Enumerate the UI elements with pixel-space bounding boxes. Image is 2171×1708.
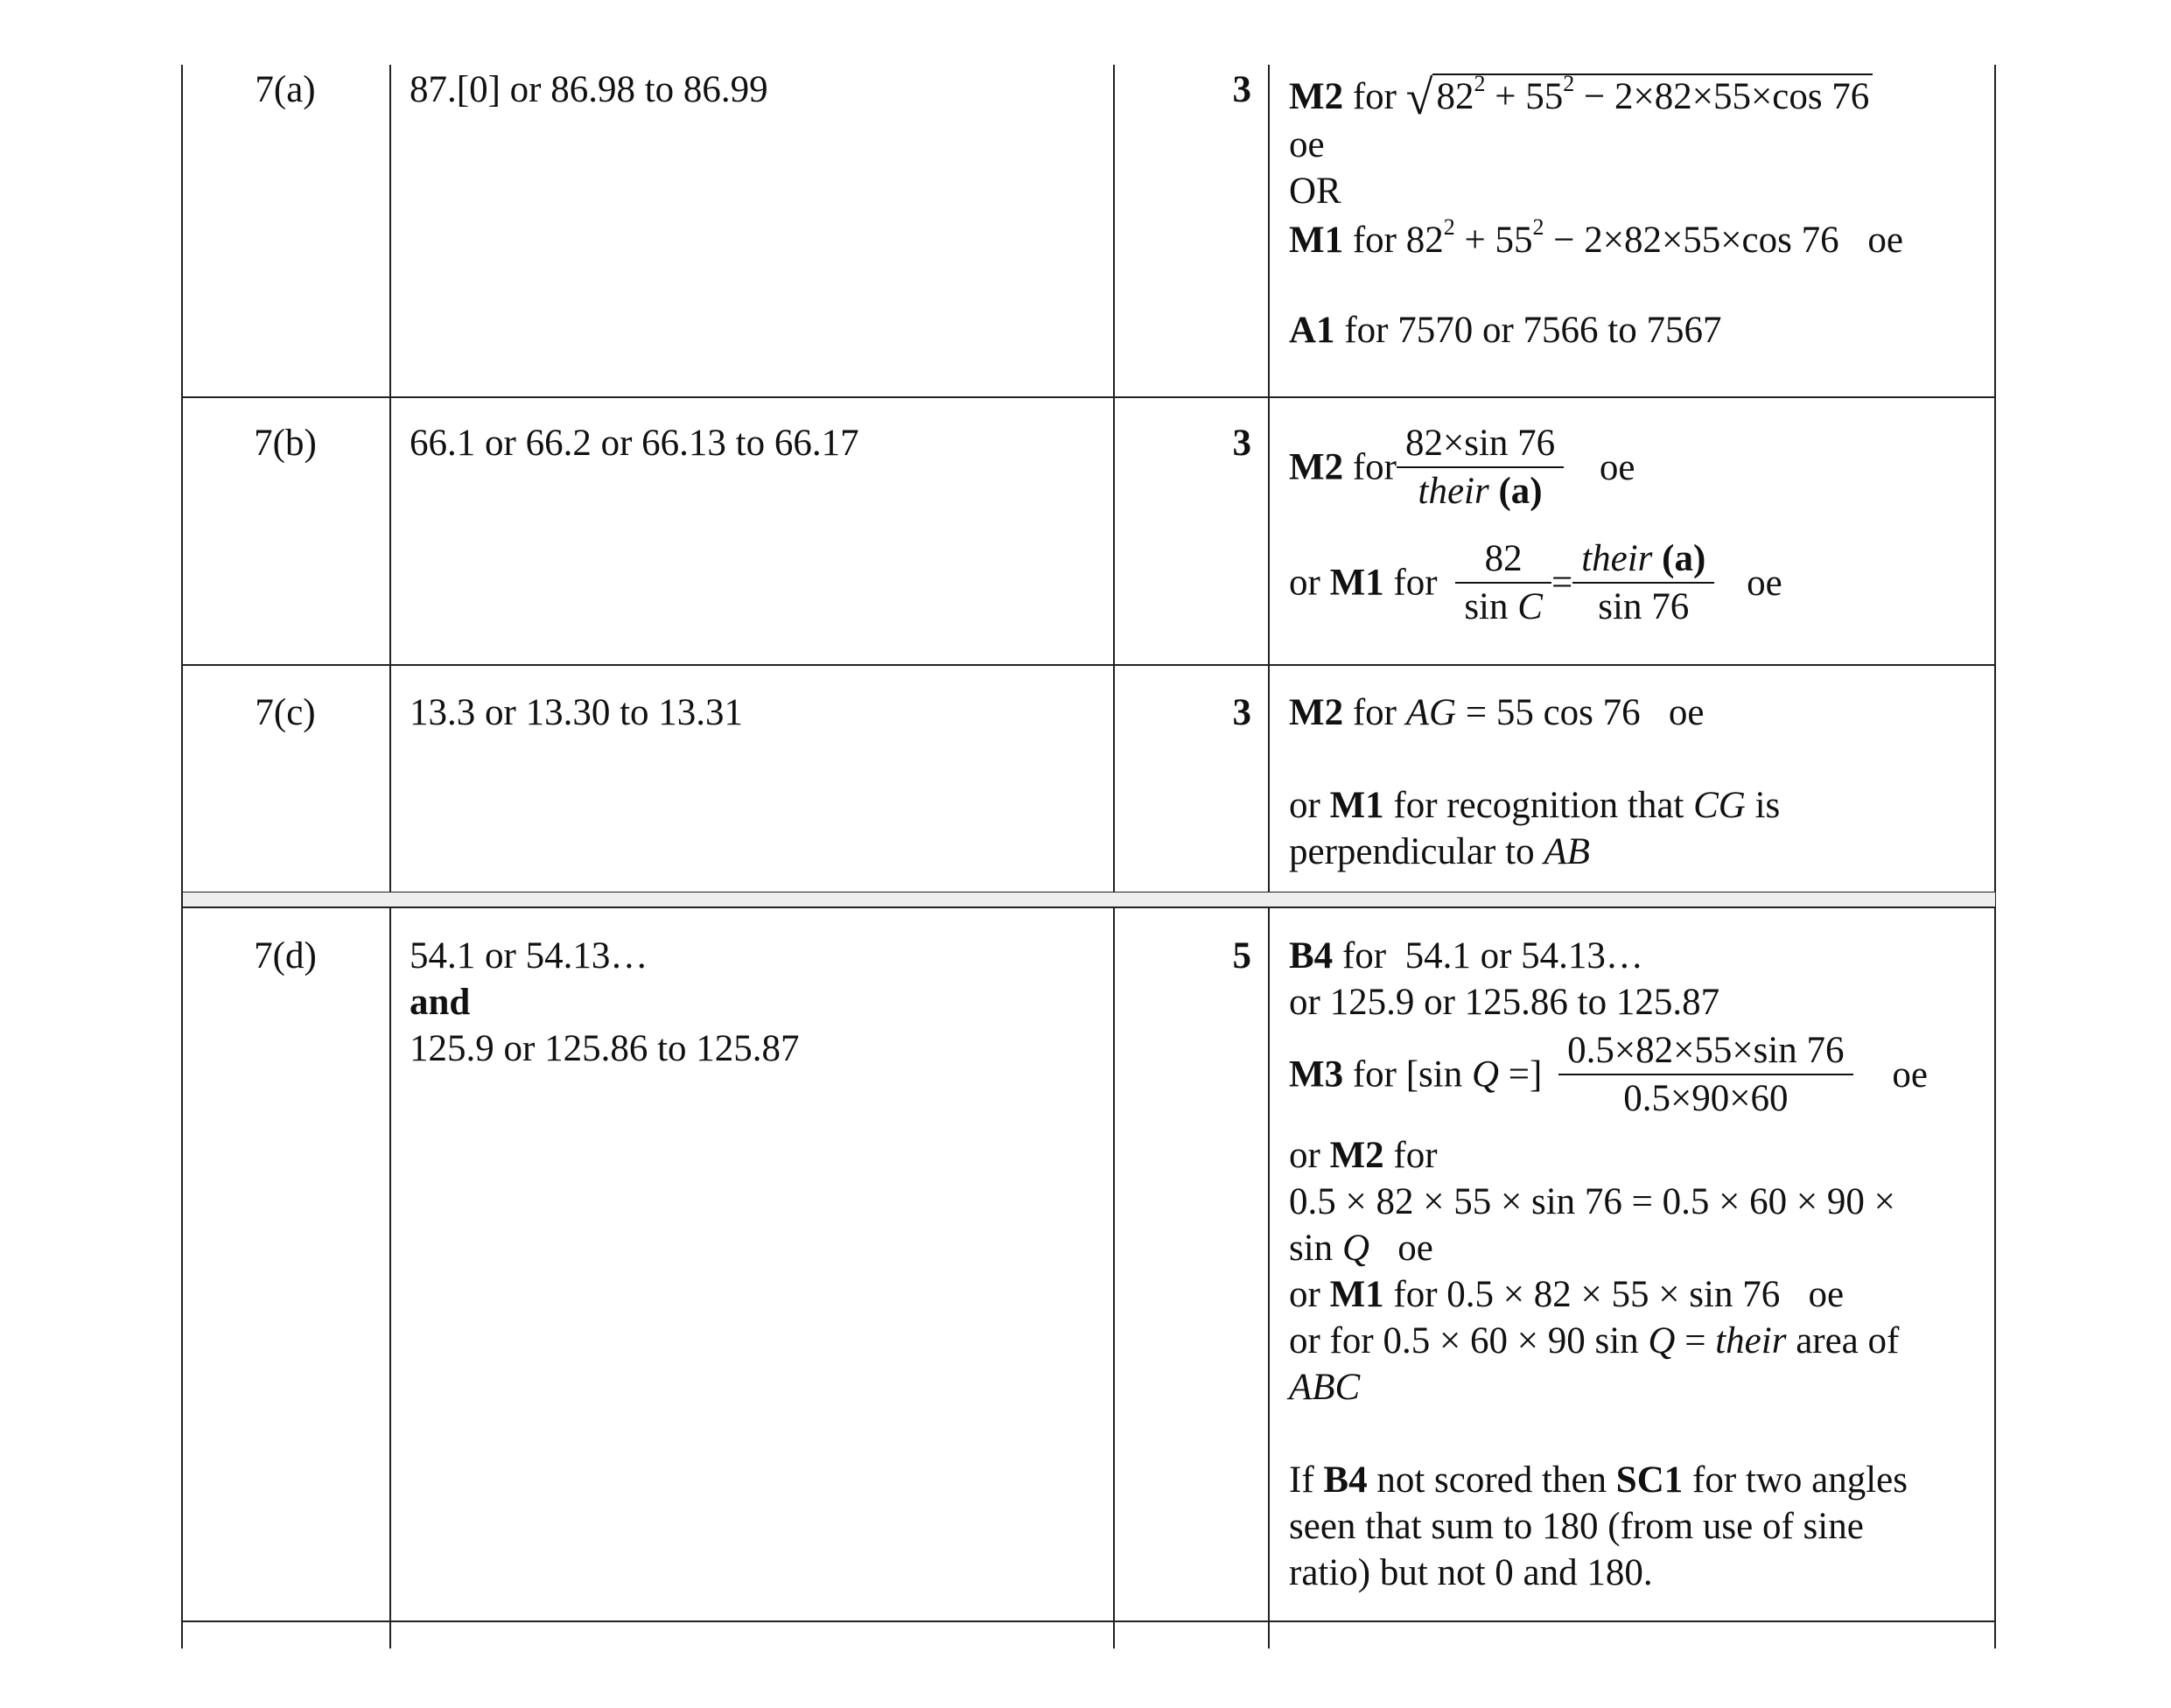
variable: Q	[1648, 1320, 1676, 1362]
guidance-text: area of	[1786, 1320, 1900, 1362]
their-text: their	[1418, 471, 1489, 512]
guidance-line	[1289, 1318, 1989, 1364]
term: − 2×82×55×cos 76	[1574, 76, 1870, 117]
fraction-denominator: 0.5×90×60	[1558, 1074, 1852, 1122]
column-divider-2	[1113, 65, 1115, 1648]
guidance-text: for	[1352, 76, 1397, 117]
mark-code: A1	[1289, 310, 1335, 351]
guidance-text: oe	[1867, 220, 1903, 261]
guidance-text: is	[1745, 785, 1781, 826]
guidance-cell	[1289, 690, 1989, 875]
part-reference: (a)	[1662, 538, 1706, 579]
guidance-text: = 55 cos 76 oe	[1456, 692, 1705, 733]
mark-code: M2	[1289, 692, 1344, 733]
exponent: 2	[1532, 214, 1544, 240]
variable: Q	[1341, 1228, 1369, 1269]
table-border-left	[181, 65, 183, 1648]
variable: AG	[1405, 692, 1457, 733]
equals-sign: =	[1551, 562, 1573, 604]
variable: CG	[1693, 785, 1746, 826]
guidance-line	[1289, 420, 1989, 525]
answer-cell	[410, 933, 1110, 1072]
fraction-numerator: 82×sin 76	[1404, 423, 1556, 464]
guidance-line	[1289, 1457, 1989, 1503]
answer-text: 87.[0] or 86.98 to 86.99	[410, 69, 768, 110]
guidance-line	[1289, 1225, 1989, 1271]
answer-text: 13.3 or 13.30 to 13.31	[410, 692, 744, 733]
mark-code: M1	[1329, 1274, 1384, 1315]
guidance-line: ratio) but not 0 and 180.	[1289, 1552, 1653, 1593]
guidance-line	[1289, 1271, 1989, 1318]
fraction-denominator	[1455, 582, 1551, 630]
mark-code: B4	[1289, 935, 1334, 976]
guidance-line	[1289, 1132, 1989, 1179]
guidance-text: or	[1289, 562, 1320, 604]
guidance-line	[1289, 214, 1989, 263]
radicand	[1432, 71, 1873, 119]
guidance-line	[1289, 933, 1989, 979]
guidance-text: oe	[1369, 1228, 1433, 1269]
mark-code: M3	[1289, 1054, 1344, 1096]
marks-value: 3	[1232, 69, 1251, 110]
guidance-text: for	[1393, 562, 1438, 604]
guidance-text: =	[1675, 1320, 1716, 1362]
guidance-text: If	[1289, 1460, 1324, 1501]
variable: Q	[1471, 1054, 1500, 1096]
mark-code: SC1	[1615, 1460, 1684, 1501]
question-number: 7(b)	[254, 423, 317, 464]
marks-value: 3	[1232, 692, 1251, 733]
mark-code: M1	[1289, 220, 1344, 261]
guidance-text: perpendicular to	[1289, 831, 1544, 872]
table-border-right	[1994, 65, 1996, 1648]
term: 82	[1405, 220, 1444, 261]
guidance-cell	[1289, 420, 1989, 630]
guidance-text: for	[1343, 692, 1406, 733]
guidance-text: or for 0.5 × 60 × 90 sin	[1289, 1320, 1649, 1362]
part-reference: (a)	[1498, 471, 1543, 512]
guidance-text: for	[1352, 446, 1397, 488]
marks-value: 5	[1232, 935, 1251, 976]
guidance-line	[1289, 690, 1989, 736]
guidance-text: for	[1352, 220, 1397, 261]
their-text: their	[1581, 538, 1653, 579]
mark-code: M2	[1289, 76, 1344, 117]
guidance-text: for [sin	[1343, 1054, 1472, 1096]
guidance-line	[1289, 536, 1989, 630]
fraction-denominator	[1397, 466, 1564, 514]
row-divider	[182, 396, 1996, 398]
answer-text: 66.1 or 66.2 or 66.13 to 66.17	[410, 423, 859, 464]
guidance-text: or	[1289, 1274, 1330, 1315]
marks-value: 3	[1232, 423, 1251, 464]
guidance-line: OR	[1289, 171, 1341, 212]
guidance-line	[1289, 782, 1989, 829]
guidance-text: for 7570 or 7566 to 7567	[1334, 310, 1722, 351]
term: sin	[1464, 586, 1509, 627]
fraction	[1455, 536, 1551, 630]
term: − 2×82×55×cos 76	[1544, 220, 1839, 261]
fraction	[1558, 1027, 1852, 1122]
mark-code: M2	[1289, 446, 1344, 488]
guidance-text: for 0.5 × 82 × 55 × sin 76 oe	[1383, 1274, 1845, 1315]
row-gap-band	[183, 892, 1995, 906]
fraction	[1397, 420, 1564, 514]
answer-connector	[410, 979, 1110, 1026]
fraction	[1572, 536, 1714, 630]
guidance-text: oe	[1599, 446, 1635, 488]
term: + 55	[1485, 76, 1564, 117]
guidance-text: for two angles	[1683, 1460, 1908, 1501]
guidance-line: or 125.9 or 125.86 to 125.87	[1289, 982, 1720, 1023]
guidance-line	[1289, 829, 1989, 875]
exponent: 2	[1474, 71, 1486, 96]
their-text: their	[1715, 1320, 1787, 1362]
row-divider	[182, 906, 1996, 908]
guidance-text: =]	[1499, 1054, 1543, 1096]
guidance-cell	[1289, 71, 1989, 354]
and-text: and	[410, 982, 471, 1023]
term: C	[1517, 586, 1543, 627]
guidance-text: oe	[1747, 562, 1782, 604]
column-divider-3	[1268, 65, 1270, 1648]
radical-sign: √	[1405, 71, 1433, 125]
guidance-text: sin	[1289, 1228, 1342, 1269]
mark-code: B4	[1323, 1460, 1368, 1501]
fraction-numerator: 82	[1484, 538, 1523, 579]
guidance-text: for 54.1 or 54.13…	[1333, 935, 1643, 976]
answer-text: 125.9 or 125.86 to 125.87	[410, 1028, 800, 1069]
square-root-expression	[1405, 71, 1873, 125]
column-divider-1	[389, 65, 391, 1648]
guidance-text: not scored then	[1367, 1460, 1616, 1501]
row-divider	[182, 664, 1996, 666]
answer-text: 54.1 or 54.13…	[410, 935, 648, 976]
guidance-line	[1289, 1027, 1989, 1130]
exponent: 2	[1443, 214, 1455, 240]
mark-code: M2	[1329, 1135, 1384, 1176]
fraction-numerator: 0.5×82×55×sin 76	[1567, 1030, 1845, 1071]
guidance-line	[1289, 1364, 1989, 1410]
variable: ABC	[1289, 1367, 1361, 1408]
guidance-text: for	[1383, 1135, 1438, 1176]
fraction-denominator: sin 76	[1572, 582, 1714, 630]
guidance-line: seen that sum to 180 (from use of sine	[1289, 1506, 1864, 1547]
term: + 55	[1454, 220, 1533, 261]
mark-code: M1	[1329, 562, 1384, 604]
guidance-line	[1289, 71, 1989, 125]
mark-code: M1	[1329, 785, 1384, 826]
guidance-text: or	[1289, 1135, 1330, 1176]
term: 82	[1436, 76, 1474, 117]
exponent: 2	[1563, 71, 1575, 96]
guidance-text: or	[1289, 785, 1330, 826]
guidance-text: oe	[1892, 1054, 1928, 1096]
guidance-line	[1289, 307, 1989, 354]
guidance-line: oe	[1289, 124, 1325, 165]
question-number: 7(d)	[254, 935, 317, 976]
question-number: 7(c)	[255, 692, 316, 733]
variable: AB	[1544, 831, 1590, 872]
guidance-line: 0.5 × 82 × 55 × sin 76 = 0.5 × 60 × 90 ×	[1289, 1181, 1895, 1222]
question-number: 7(a)	[255, 69, 316, 110]
row-divider	[182, 1620, 1996, 1622]
guidance-text: for recognition that	[1383, 785, 1694, 826]
fraction-numerator	[1572, 536, 1714, 582]
guidance-cell	[1289, 933, 1989, 1596]
